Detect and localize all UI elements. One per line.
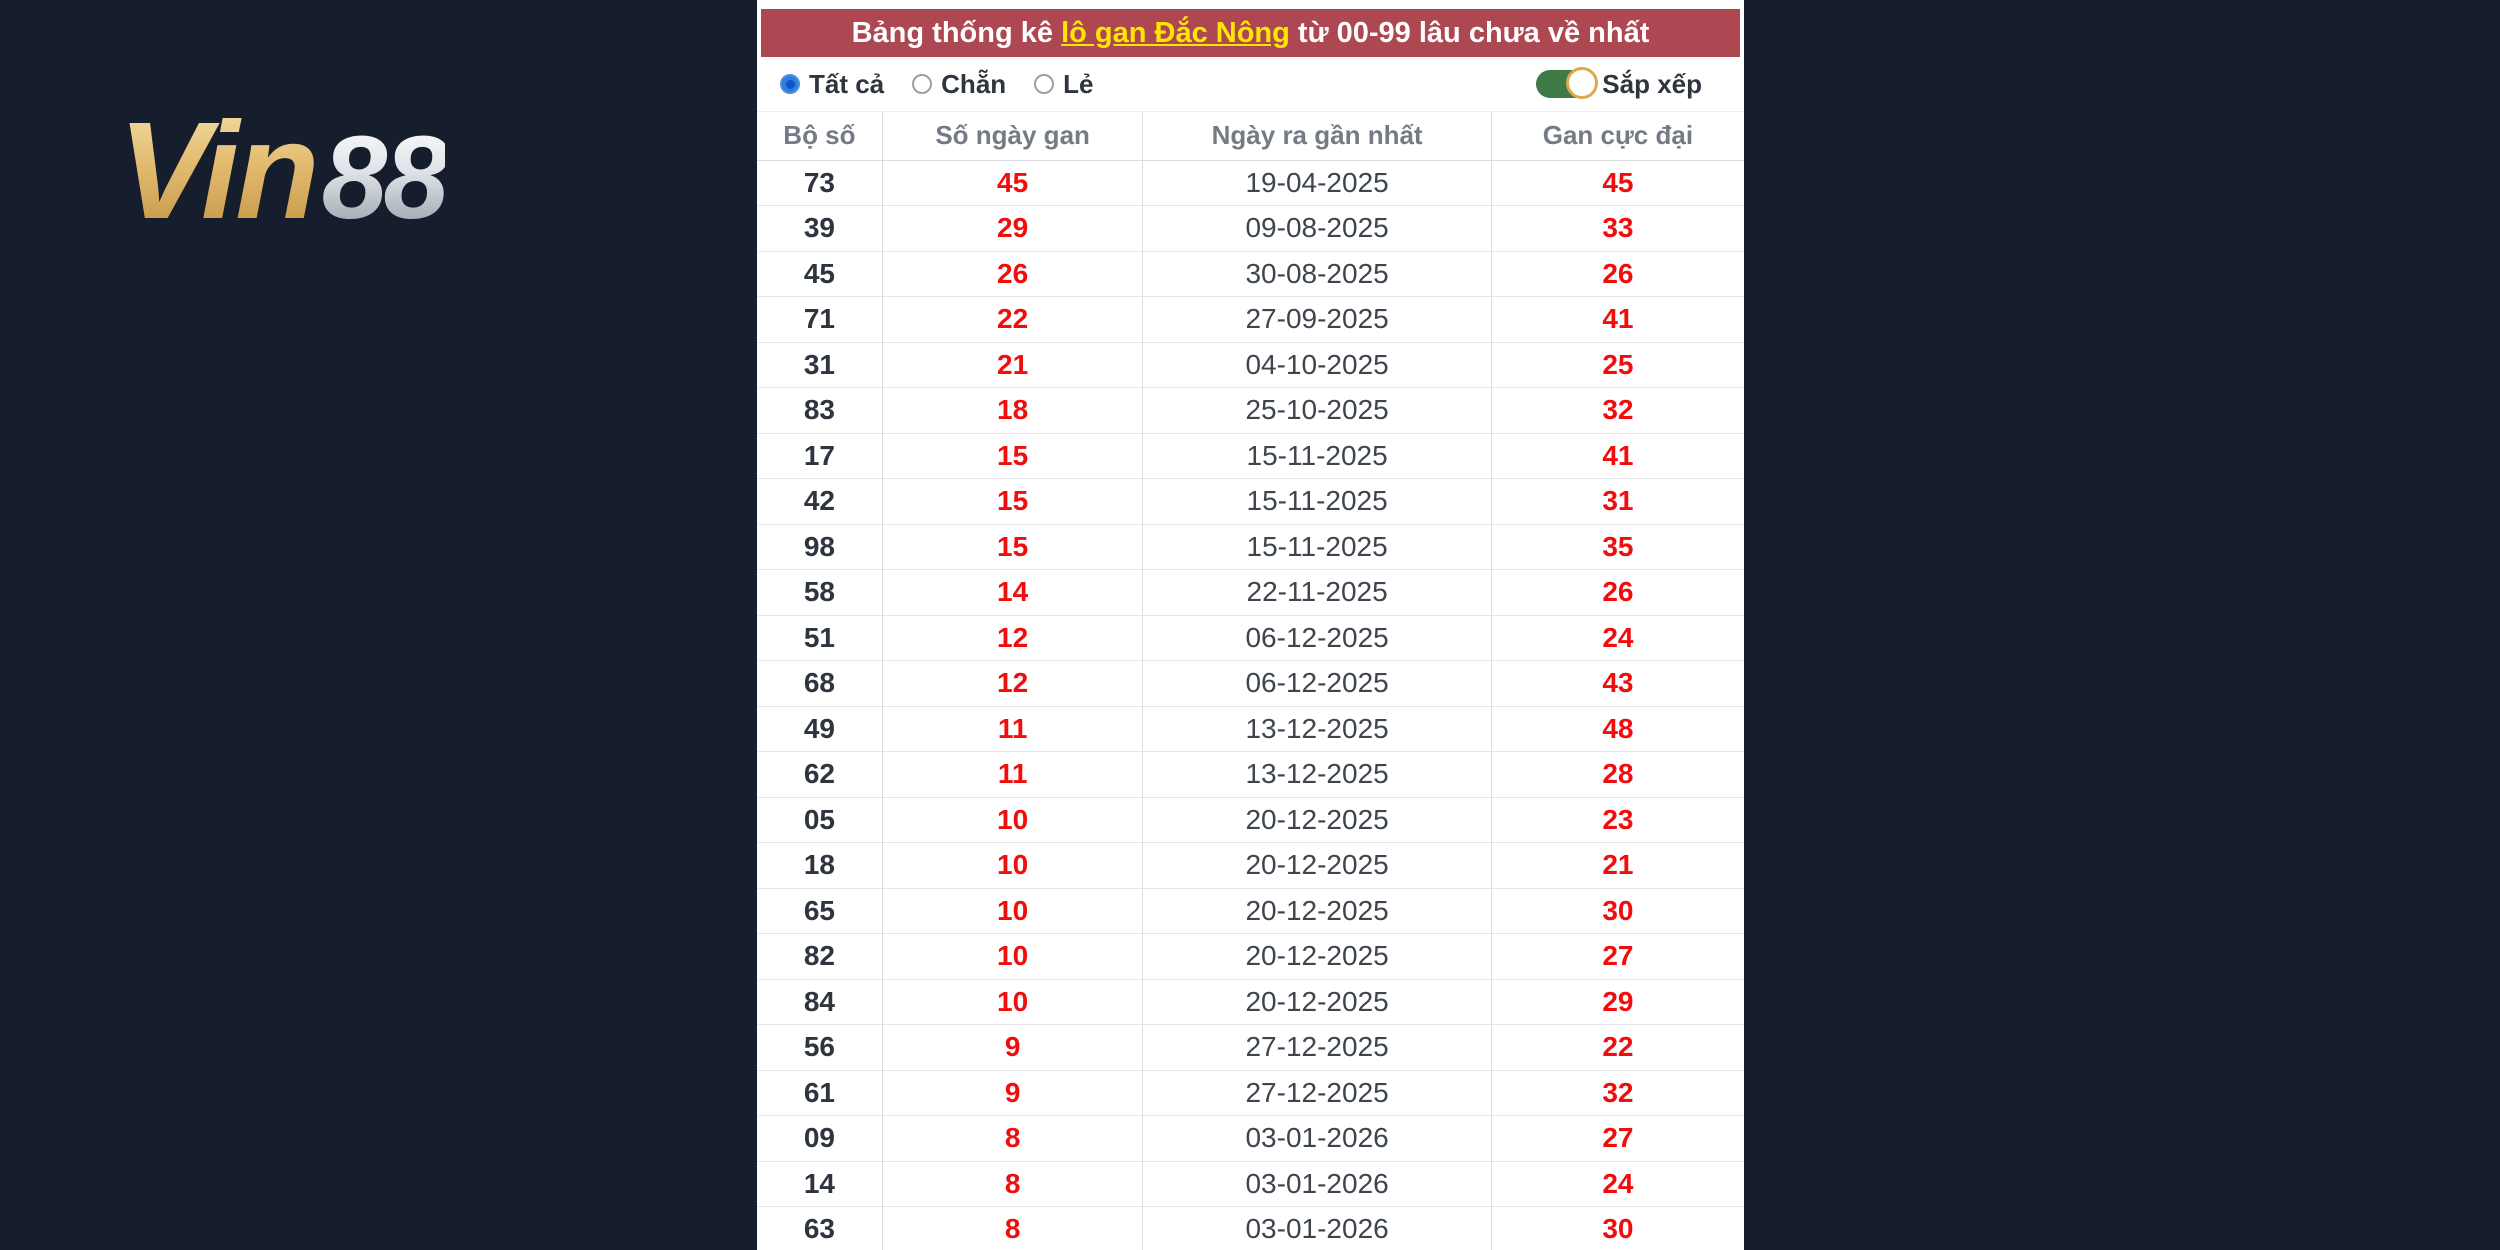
cell-bo-so: 82 (757, 934, 882, 980)
table-row (757, 1161, 1744, 1207)
cell-ngay-ra-gan-nhat: 15-11-2025 (1143, 479, 1491, 525)
table-row (757, 1025, 1744, 1071)
cell-bo-so: 71 (757, 297, 882, 343)
table-row (757, 1207, 1744, 1250)
cell-so-ngay-gan: 12 (882, 615, 1143, 661)
table-row (757, 1070, 1744, 1116)
cell-ngay-ra-gan-nhat: 03-01-2026 (1143, 1207, 1491, 1250)
cell-gan-cuc-dai: 27 (1491, 934, 1744, 980)
cell-so-ngay-gan: 29 (882, 206, 1143, 252)
cell-so-ngay-gan: 11 (882, 752, 1143, 798)
table-row (757, 160, 1744, 206)
cell-so-ngay-gan: 18 (882, 388, 1143, 434)
header-ngay-ra-gan-nhat: Ngày ra gần nhất (1143, 112, 1491, 160)
cell-gan-cuc-dai: 29 (1491, 979, 1744, 1025)
table-header-row (757, 112, 1744, 160)
table-row (757, 661, 1744, 707)
cell-ngay-ra-gan-nhat: 04-10-2025 (1143, 342, 1491, 388)
logo-text-gold: Vin (118, 94, 322, 248)
cell-gan-cuc-dai: 41 (1491, 297, 1744, 343)
cell-ngay-ra-gan-nhat: 22-11-2025 (1143, 570, 1491, 616)
cell-bo-so: 68 (757, 661, 882, 707)
cell-so-ngay-gan: 8 (882, 1161, 1143, 1207)
cell-so-ngay-gan: 15 (882, 479, 1143, 525)
cell-ngay-ra-gan-nhat: 15-11-2025 (1143, 524, 1491, 570)
statistics-panel (757, 0, 1744, 1250)
table-row (757, 433, 1744, 479)
cell-gan-cuc-dai: 30 (1491, 888, 1744, 934)
cell-gan-cuc-dai: 41 (1491, 433, 1744, 479)
table-row (757, 752, 1744, 798)
cell-gan-cuc-dai: 48 (1491, 706, 1744, 752)
cell-so-ngay-gan: 21 (882, 342, 1143, 388)
title-suffix: từ 00-99 lâu chưa về nhất (1289, 16, 1650, 49)
cell-ngay-ra-gan-nhat: 25-10-2025 (1143, 388, 1491, 434)
cell-ngay-ra-gan-nhat: 20-12-2025 (1143, 934, 1491, 980)
table-row (757, 1116, 1744, 1162)
sort-toggle-knob-icon (1566, 67, 1598, 99)
radio-all-label: Tất cả (809, 68, 885, 99)
cell-gan-cuc-dai: 26 (1491, 570, 1744, 616)
cell-ngay-ra-gan-nhat: 19-04-2025 (1143, 160, 1491, 206)
table-row (757, 479, 1744, 525)
lo-gan-table (757, 112, 1744, 1250)
cell-so-ngay-gan: 9 (882, 1070, 1143, 1116)
cell-gan-cuc-dai: 23 (1491, 797, 1744, 843)
cell-bo-so: 14 (757, 1161, 882, 1207)
table-row (757, 843, 1744, 889)
cell-gan-cuc-dai: 22 (1491, 1025, 1744, 1071)
table-row (757, 615, 1744, 661)
cell-ngay-ra-gan-nhat: 27-09-2025 (1143, 297, 1491, 343)
table-row (757, 206, 1744, 252)
cell-so-ngay-gan: 12 (882, 661, 1143, 707)
radio-odd-label: Lẻ (1063, 68, 1094, 99)
cell-so-ngay-gan: 10 (882, 843, 1143, 889)
cell-bo-so: 62 (757, 752, 882, 798)
cell-ngay-ra-gan-nhat: 13-12-2025 (1143, 752, 1491, 798)
cell-gan-cuc-dai: 27 (1491, 1116, 1744, 1162)
cell-ngay-ra-gan-nhat: 15-11-2025 (1143, 433, 1491, 479)
cell-so-ngay-gan: 11 (882, 706, 1143, 752)
cell-ngay-ra-gan-nhat: 20-12-2025 (1143, 843, 1491, 889)
cell-bo-so: 58 (757, 570, 882, 616)
cell-gan-cuc-dai: 43 (1491, 661, 1744, 707)
table-body (757, 160, 1744, 1250)
cell-ngay-ra-gan-nhat: 09-08-2025 (1143, 206, 1491, 252)
cell-bo-so: 61 (757, 1070, 882, 1116)
cell-gan-cuc-dai: 30 (1491, 1207, 1744, 1250)
title-prefix: Bảng thống kê (851, 16, 1062, 49)
cell-ngay-ra-gan-nhat: 20-12-2025 (1143, 979, 1491, 1025)
radio-odd[interactable] (1034, 69, 1093, 100)
cell-bo-so: 63 (757, 1207, 882, 1250)
radio-all-icon (780, 74, 800, 94)
table-row (757, 388, 1744, 434)
cell-bo-so: 42 (757, 479, 882, 525)
cell-so-ngay-gan: 26 (882, 251, 1143, 297)
cell-ngay-ra-gan-nhat: 06-12-2025 (1143, 661, 1491, 707)
cell-so-ngay-gan: 10 (882, 979, 1143, 1025)
table-row (757, 524, 1744, 570)
panel-title-bar (761, 9, 1740, 57)
cell-so-ngay-gan: 15 (882, 433, 1143, 479)
cell-gan-cuc-dai: 45 (1491, 160, 1744, 206)
cell-so-ngay-gan: 10 (882, 797, 1143, 843)
cell-so-ngay-gan: 9 (882, 1025, 1143, 1071)
cell-bo-so: 45 (757, 251, 882, 297)
cell-gan-cuc-dai: 21 (1491, 843, 1744, 889)
cell-so-ngay-gan: 10 (882, 934, 1143, 980)
cell-bo-so: 17 (757, 433, 882, 479)
cell-so-ngay-gan: 10 (882, 888, 1143, 934)
cell-bo-so: 73 (757, 160, 882, 206)
cell-bo-so: 05 (757, 797, 882, 843)
cell-ngay-ra-gan-nhat: 06-12-2025 (1143, 615, 1491, 661)
cell-ngay-ra-gan-nhat: 03-01-2026 (1143, 1116, 1491, 1162)
filter-row (757, 57, 1744, 112)
cell-gan-cuc-dai: 35 (1491, 524, 1744, 570)
table-row (757, 342, 1744, 388)
cell-gan-cuc-dai: 31 (1491, 479, 1744, 525)
cell-ngay-ra-gan-nhat: 13-12-2025 (1143, 706, 1491, 752)
cell-bo-so: 98 (757, 524, 882, 570)
table-row (757, 979, 1744, 1025)
cell-bo-so: 09 (757, 1116, 882, 1162)
cell-gan-cuc-dai: 25 (1491, 342, 1744, 388)
cell-ngay-ra-gan-nhat: 27-12-2025 (1143, 1070, 1491, 1116)
radio-odd-icon (1034, 74, 1054, 94)
radio-even-icon (912, 74, 932, 94)
radio-all[interactable] (780, 69, 884, 100)
radio-even-label: Chẵn (941, 68, 1007, 99)
cell-gan-cuc-dai: 24 (1491, 615, 1744, 661)
cell-bo-so: 49 (757, 706, 882, 752)
cell-bo-so: 51 (757, 615, 882, 661)
cell-bo-so: 65 (757, 888, 882, 934)
cell-ngay-ra-gan-nhat: 27-12-2025 (1143, 1025, 1491, 1071)
cell-gan-cuc-dai: 26 (1491, 251, 1744, 297)
cell-bo-so: 56 (757, 1025, 882, 1071)
header-bo-so: Bộ số (757, 112, 882, 160)
header-gan-cuc-dai: Gan cực đại (1491, 112, 1744, 160)
table-row (757, 251, 1744, 297)
cell-gan-cuc-dai: 32 (1491, 1070, 1744, 1116)
cell-so-ngay-gan: 22 (882, 297, 1143, 343)
cell-gan-cuc-dai: 24 (1491, 1161, 1744, 1207)
cell-bo-so: 39 (757, 206, 882, 252)
cell-so-ngay-gan: 15 (882, 524, 1143, 570)
vin88-logo[interactable] (118, 92, 445, 251)
cell-so-ngay-gan: 14 (882, 570, 1143, 616)
cell-so-ngay-gan: 8 (882, 1207, 1143, 1250)
table-row (757, 797, 1744, 843)
sort-label: Sắp xếp (1602, 68, 1702, 99)
table-row (757, 934, 1744, 980)
radio-even[interactable] (912, 69, 1006, 100)
cell-bo-so: 31 (757, 342, 882, 388)
sort-toggle[interactable] (1536, 70, 1590, 98)
header-so-ngay-gan: Số ngày gan (882, 112, 1143, 160)
cell-gan-cuc-dai: 32 (1491, 388, 1744, 434)
logo-text-silver: 88 (321, 112, 445, 244)
cell-ngay-ra-gan-nhat: 20-12-2025 (1143, 797, 1491, 843)
table-row (757, 570, 1744, 616)
cell-ngay-ra-gan-nhat: 30-08-2025 (1143, 251, 1491, 297)
cell-ngay-ra-gan-nhat: 20-12-2025 (1143, 888, 1491, 934)
cell-bo-so: 84 (757, 979, 882, 1025)
title-link[interactable]: lô gan Đắc Nông (1061, 16, 1290, 49)
cell-ngay-ra-gan-nhat: 03-01-2026 (1143, 1161, 1491, 1207)
cell-bo-so: 83 (757, 388, 882, 434)
table-row (757, 706, 1744, 752)
table-row (757, 888, 1744, 934)
cell-so-ngay-gan: 8 (882, 1116, 1143, 1162)
table-row (757, 297, 1744, 343)
sort-control (1536, 69, 1702, 100)
cell-so-ngay-gan: 45 (882, 160, 1143, 206)
cell-gan-cuc-dai: 33 (1491, 206, 1744, 252)
cell-bo-so: 18 (757, 843, 882, 889)
cell-gan-cuc-dai: 28 (1491, 752, 1744, 798)
